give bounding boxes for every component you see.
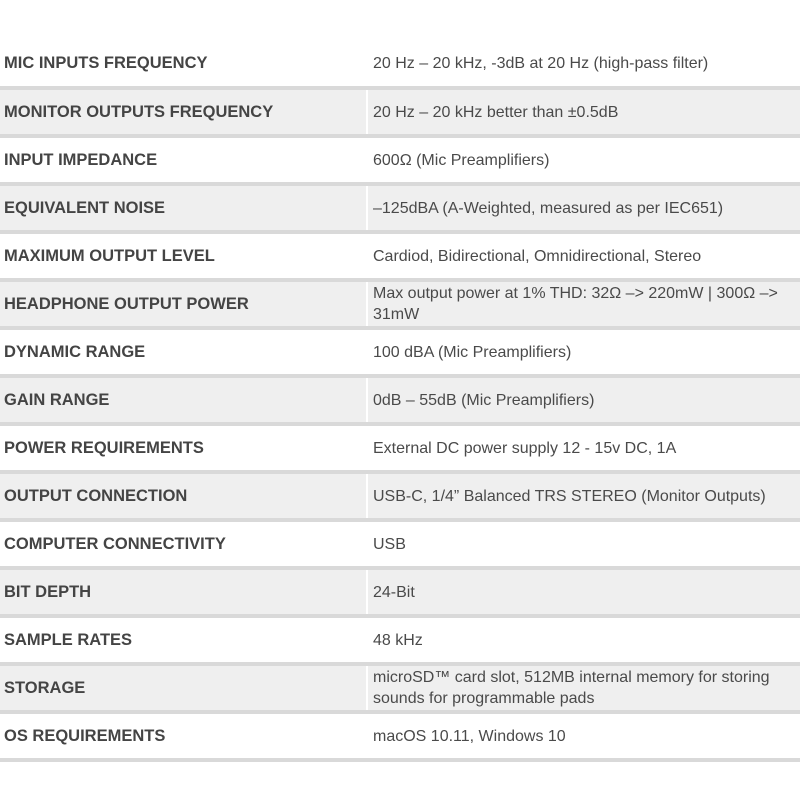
spec-label: MAXIMUM OUTPUT LEVEL (0, 232, 367, 280)
spec-value: USB (367, 520, 800, 568)
spec-table-body (0, 40, 800, 760)
spec-label: BIT DEPTH (0, 568, 367, 616)
spec-label: GAIN RANGE (0, 376, 367, 424)
spec-value: macOS 10.11, Windows 10 (367, 712, 800, 760)
spec-row-equivalent-noise (0, 184, 800, 232)
spec-label: POWER REQUIREMENTS (0, 424, 367, 472)
spec-table (0, 40, 800, 762)
spec-row-maximum-output-level (0, 232, 800, 280)
spec-label: MIC INPUTS FREQUENCY (0, 40, 367, 88)
spec-row-dynamic-range (0, 328, 800, 376)
spec-row-output-connection (0, 472, 800, 520)
spec-value: External DC power supply 12 - 15v DC, 1A (367, 424, 800, 472)
spec-value: Cardiod, Bidirectional, Omnidirectional, Stereo (367, 232, 800, 280)
spec-row-computer-connectivity (0, 520, 800, 568)
spec-row-power-requirements (0, 424, 800, 472)
spec-label: STORAGE (0, 664, 367, 712)
spec-value: microSD™ card slot, 512MB internal memory for storing sounds for programmable pads (367, 664, 800, 712)
spec-label: OS REQUIREMENTS (0, 712, 367, 760)
spec-value: 24-Bit (367, 568, 800, 616)
spec-row-sample-rates (0, 616, 800, 664)
spec-label: SAMPLE RATES (0, 616, 367, 664)
spec-value: 48 kHz (367, 616, 800, 664)
spec-value: 20 Hz – 20 kHz better than ±0.5dB (367, 88, 800, 136)
spec-value: Max output power at 1% THD: 32Ω –> 220mW | 300Ω –> 31mW (367, 280, 800, 328)
spec-value: –125dBA (A-Weighted, measured as per IEC651) (367, 184, 800, 232)
spec-label: MONITOR OUTPUTS FREQUENCY (0, 88, 367, 136)
spec-value: 600Ω (Mic Preamplifiers) (367, 136, 800, 184)
spec-label: INPUT IMPEDANCE (0, 136, 367, 184)
spec-row-monitor-outputs-frequency (0, 88, 800, 136)
spec-value: 0dB – 55dB (Mic Preamplifiers) (367, 376, 800, 424)
spec-value: 100 dBA (Mic Preamplifiers) (367, 328, 800, 376)
spec-value: USB-C, 1/4” Balanced TRS STEREO (Monitor Outputs) (367, 472, 800, 520)
spec-label: OUTPUT CONNECTION (0, 472, 367, 520)
spec-label: HEADPHONE OUTPUT POWER (0, 280, 367, 328)
spec-row-mic-inputs-frequency (0, 40, 800, 88)
spec-row-input-impedance (0, 136, 800, 184)
spec-row-os-requirements (0, 712, 800, 760)
spec-value: 20 Hz – 20 kHz, -3dB at 20 Hz (high-pass filter) (367, 40, 800, 88)
spec-row-gain-range (0, 376, 800, 424)
spec-row-bit-depth (0, 568, 800, 616)
spec-label: COMPUTER CONNECTIVITY (0, 520, 367, 568)
spec-label: EQUIVALENT NOISE (0, 184, 367, 232)
spec-row-headphone-output-power (0, 280, 800, 328)
spec-label: DYNAMIC RANGE (0, 328, 367, 376)
spec-row-storage (0, 664, 800, 712)
